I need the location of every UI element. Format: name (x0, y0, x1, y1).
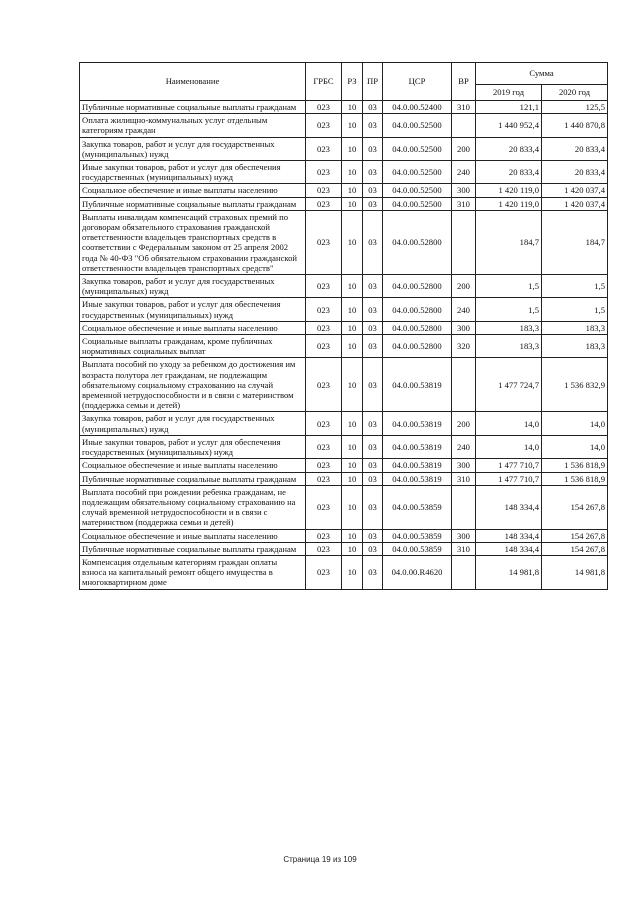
cell-pr: 03 (363, 555, 383, 589)
cell-rz: 10 (342, 459, 363, 472)
cell-grbs: 023 (306, 197, 342, 210)
cell-grbs: 023 (306, 529, 342, 542)
cell-name: Публичные нормативные социальные выплаты гражданам (80, 472, 306, 485)
cell-2020: 1 536 818,9 (542, 459, 608, 472)
cell-pr: 03 (363, 137, 383, 160)
table-row (80, 335, 608, 358)
cell-2019: 1 477 710,7 (476, 459, 542, 472)
cell-name: Социальное обеспечение и иные выплаты населению (80, 321, 306, 334)
cell-2019: 14 981,8 (476, 555, 542, 589)
cell-grbs: 023 (306, 298, 342, 321)
cell-csr: 04.0.00.53819 (383, 459, 452, 472)
cell-2019: 1,5 (476, 275, 542, 298)
cell-pr: 03 (363, 358, 383, 412)
cell-pr: 03 (363, 459, 383, 472)
cell-csr: 04.0.00.53819 (383, 435, 452, 458)
cell-2020: 14,0 (542, 435, 608, 458)
cell-name: Выплата пособий по уходу за ребенком до достижения им возраста полутора лет гражданам, не подлежащим обязательному социальному страхованию на случай временной нетрудоспособности и в связи с материнством (поддержка семьи и детей) (80, 358, 306, 412)
cell-grbs: 023 (306, 472, 342, 485)
cell-pr: 03 (363, 210, 383, 274)
cell-pr: 03 (363, 435, 383, 458)
cell-csr: 04.0.00.52800 (383, 321, 452, 334)
cell-csr: 04.0.00.53859 (383, 485, 452, 529)
cell-2019: 1 420 119,0 (476, 197, 542, 210)
cell-rz: 10 (342, 542, 363, 555)
cell-pr: 03 (363, 529, 383, 542)
cell-vr (452, 485, 476, 529)
table-row (80, 555, 608, 589)
cell-2020: 154 267,8 (542, 529, 608, 542)
cell-grbs: 023 (306, 555, 342, 589)
cell-rz: 10 (342, 435, 363, 458)
cell-pr: 03 (363, 485, 383, 529)
cell-2019: 20 833,4 (476, 161, 542, 184)
cell-csr: 04.0.00.R4620 (383, 555, 452, 589)
cell-grbs: 023 (306, 275, 342, 298)
cell-rz: 10 (342, 275, 363, 298)
cell-vr: 300 (452, 321, 476, 334)
cell-2020: 14,0 (542, 412, 608, 435)
cell-vr: 300 (452, 459, 476, 472)
cell-vr: 320 (452, 335, 476, 358)
cell-2020: 1 536 818,9 (542, 472, 608, 485)
table-row (80, 542, 608, 555)
cell-2019: 14,0 (476, 435, 542, 458)
cell-grbs: 023 (306, 210, 342, 274)
cell-2020: 1 420 037,4 (542, 197, 608, 210)
cell-2019: 14,0 (476, 412, 542, 435)
cell-2020: 1,5 (542, 275, 608, 298)
cell-2019: 148 334,4 (476, 542, 542, 555)
table-row (80, 358, 608, 412)
cell-grbs: 023 (306, 161, 342, 184)
cell-csr: 04.0.00.52800 (383, 275, 452, 298)
cell-2020: 183,3 (542, 321, 608, 334)
cell-2019: 1,5 (476, 298, 542, 321)
table-row (80, 197, 608, 210)
cell-pr: 03 (363, 114, 383, 137)
table-row (80, 275, 608, 298)
cell-rz: 10 (342, 197, 363, 210)
cell-2020: 20 833,4 (542, 137, 608, 160)
cell-2019: 148 334,4 (476, 529, 542, 542)
cell-csr: 04.0.00.52500 (383, 137, 452, 160)
budget-table (79, 62, 608, 590)
cell-grbs: 023 (306, 459, 342, 472)
cell-rz: 10 (342, 114, 363, 137)
cell-name: Социальное обеспечение и иные выплаты населению (80, 529, 306, 542)
cell-csr: 04.0.00.52800 (383, 298, 452, 321)
page-number: Страница 19 из 109 (283, 855, 357, 864)
cell-csr: 04.0.00.52500 (383, 197, 452, 210)
cell-rz: 10 (342, 555, 363, 589)
cell-vr: 200 (452, 275, 476, 298)
cell-csr: 04.0.00.53859 (383, 542, 452, 555)
cell-csr: 04.0.00.52500 (383, 114, 452, 137)
cell-2020: 1 536 832,9 (542, 358, 608, 412)
cell-vr (452, 210, 476, 274)
cell-name: Публичные нормативные социальные выплаты гражданам (80, 101, 306, 114)
table-row (80, 101, 608, 114)
cell-vr: 240 (452, 298, 476, 321)
header-vr: ВР (452, 63, 476, 101)
cell-csr: 04.0.00.52800 (383, 210, 452, 274)
cell-2020: 20 833,4 (542, 161, 608, 184)
cell-2020: 14 981,8 (542, 555, 608, 589)
cell-vr: 240 (452, 161, 476, 184)
cell-2020: 183,3 (542, 335, 608, 358)
cell-2019: 148 334,4 (476, 485, 542, 529)
cell-pr: 03 (363, 335, 383, 358)
cell-grbs: 023 (306, 358, 342, 412)
table-row (80, 114, 608, 137)
cell-pr: 03 (363, 161, 383, 184)
header-sum: Сумма (476, 63, 608, 85)
cell-csr: 04.0.00.52500 (383, 161, 452, 184)
header-grbs: ГРБС (306, 63, 342, 101)
cell-name: Публичные нормативные социальные выплаты гражданам (80, 197, 306, 210)
cell-name: Закупка товаров, работ и услуг для государственных (муниципальных) нужд (80, 412, 306, 435)
cell-pr: 03 (363, 321, 383, 334)
cell-rz: 10 (342, 137, 363, 160)
cell-name: Публичные нормативные социальные выплаты гражданам (80, 542, 306, 555)
cell-vr: 300 (452, 184, 476, 197)
cell-pr: 03 (363, 184, 383, 197)
cell-2019: 1 420 119,0 (476, 184, 542, 197)
table-row (80, 184, 608, 197)
table-row (80, 459, 608, 472)
cell-csr: 04.0.00.52800 (383, 335, 452, 358)
cell-2019: 1 477 710,7 (476, 472, 542, 485)
table-row (80, 137, 608, 160)
cell-vr (452, 555, 476, 589)
cell-grbs: 023 (306, 335, 342, 358)
cell-2019: 184,7 (476, 210, 542, 274)
cell-grbs: 023 (306, 184, 342, 197)
table-row (80, 321, 608, 334)
cell-rz: 10 (342, 472, 363, 485)
header-rz: РЗ (342, 63, 363, 101)
cell-rz: 10 (342, 412, 363, 435)
cell-2020: 125,5 (542, 101, 608, 114)
cell-csr: 04.0.00.53819 (383, 412, 452, 435)
cell-2019: 1 440 952,4 (476, 114, 542, 137)
cell-vr: 300 (452, 529, 476, 542)
cell-pr: 03 (363, 101, 383, 114)
cell-grbs: 023 (306, 485, 342, 529)
cell-2019: 183,3 (476, 321, 542, 334)
cell-csr: 04.0.00.53859 (383, 529, 452, 542)
cell-rz: 10 (342, 485, 363, 529)
cell-pr: 03 (363, 275, 383, 298)
cell-name: Оплата жилищно-коммунальных услуг отдельным категориям граждан (80, 114, 306, 137)
cell-rz: 10 (342, 210, 363, 274)
cell-2020: 1 440 870,8 (542, 114, 608, 137)
cell-vr: 310 (452, 197, 476, 210)
table-row (80, 435, 608, 458)
cell-2020: 154 267,8 (542, 542, 608, 555)
table-row (80, 298, 608, 321)
cell-grbs: 023 (306, 137, 342, 160)
cell-2020: 1 420 037,4 (542, 184, 608, 197)
cell-2020: 1,5 (542, 298, 608, 321)
cell-csr: 04.0.00.53819 (383, 358, 452, 412)
header-year-2019: 2019 год (476, 85, 542, 101)
table-body (80, 101, 608, 590)
cell-csr: 04.0.00.52400 (383, 101, 452, 114)
cell-grbs: 023 (306, 412, 342, 435)
cell-csr: 04.0.00.53819 (383, 472, 452, 485)
cell-name: Компенсация отдельным категориям граждан оплаты взноса на капитальный ремонт общего имущества в многоквартирном доме (80, 555, 306, 589)
cell-vr: 200 (452, 137, 476, 160)
cell-rz: 10 (342, 101, 363, 114)
table-row (80, 529, 608, 542)
cell-rz: 10 (342, 529, 363, 542)
cell-2019: 1 477 724,7 (476, 358, 542, 412)
cell-name: Закупка товаров, работ и услуг для государственных (муниципальных) нужд (80, 137, 306, 160)
cell-2020: 184,7 (542, 210, 608, 274)
cell-name: Выплаты инвалидам компенсаций страховых премий по договорам обязательного страхования гражданской ответственности владельцев транспортных средств в соответствии с Федеральным законом от 25 апреля 2002 года № 40-ФЗ "Об обязательном страховании гражданской ответственности владельцев транспортных средств" (80, 210, 306, 274)
cell-pr: 03 (363, 298, 383, 321)
cell-name: Иные закупки товаров, работ и услуг для обеспечения государственных (муниципальных) нужд (80, 298, 306, 321)
cell-name: Социальные выплаты гражданам, кроме публичных нормативных социальных выплат (80, 335, 306, 358)
header-name: Наименование (80, 63, 306, 101)
cell-grbs: 023 (306, 101, 342, 114)
cell-rz: 10 (342, 335, 363, 358)
cell-name: Иные закупки товаров, работ и услуг для обеспечения государственных (муниципальных) нужд (80, 161, 306, 184)
cell-vr: 200 (452, 412, 476, 435)
cell-name: Социальное обеспечение и иные выплаты населению (80, 184, 306, 197)
cell-rz: 10 (342, 184, 363, 197)
cell-rz: 10 (342, 321, 363, 334)
cell-vr: 310 (452, 542, 476, 555)
table-row (80, 161, 608, 184)
table-row (80, 412, 608, 435)
cell-name: Выплата пособий при рождении ребенка гражданам, не подлежащим обязательному социальному страхованию на случай временной нетрудоспособности и в связи с материнством (поддержка семьи и детей) (80, 485, 306, 529)
cell-2019: 20 833,4 (476, 137, 542, 160)
cell-grbs: 023 (306, 542, 342, 555)
header-csr: ЦСР (383, 63, 452, 101)
header-row-1 (80, 63, 608, 85)
cell-rz: 10 (342, 298, 363, 321)
cell-pr: 03 (363, 197, 383, 210)
header-year-2020: 2020 год (542, 85, 608, 101)
cell-pr: 03 (363, 542, 383, 555)
cell-grbs: 023 (306, 114, 342, 137)
cell-name: Иные закупки товаров, работ и услуг для обеспечения государственных (муниципальных) нужд (80, 435, 306, 458)
cell-2019: 121,1 (476, 101, 542, 114)
cell-pr: 03 (363, 412, 383, 435)
cell-vr (452, 114, 476, 137)
cell-csr: 04.0.00.52500 (383, 184, 452, 197)
cell-name: Закупка товаров, работ и услуг для государственных (муниципальных) нужд (80, 275, 306, 298)
cell-grbs: 023 (306, 435, 342, 458)
cell-vr: 310 (452, 101, 476, 114)
cell-rz: 10 (342, 358, 363, 412)
cell-name: Социальное обеспечение и иные выплаты населению (80, 459, 306, 472)
cell-pr: 03 (363, 472, 383, 485)
table-row (80, 485, 608, 529)
cell-rz: 10 (342, 161, 363, 184)
cell-2019: 183,3 (476, 335, 542, 358)
header-pr: ПР (363, 63, 383, 101)
table-row (80, 472, 608, 485)
cell-vr (452, 358, 476, 412)
cell-grbs: 023 (306, 321, 342, 334)
cell-vr: 240 (452, 435, 476, 458)
table-row (80, 210, 608, 274)
cell-2020: 154 267,8 (542, 485, 608, 529)
cell-vr: 310 (452, 472, 476, 485)
